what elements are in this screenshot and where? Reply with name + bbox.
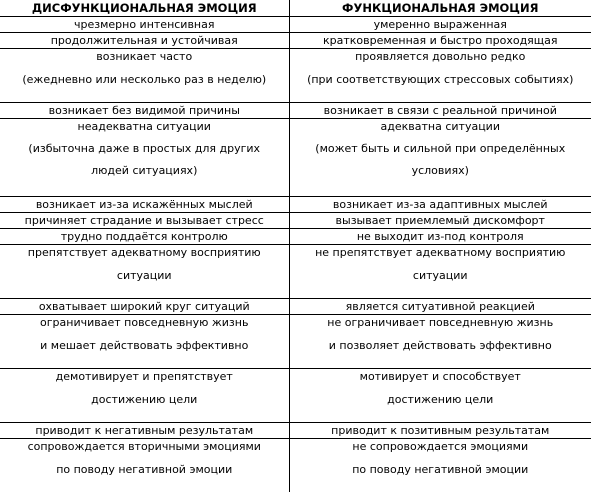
header-dysfunctional: ДИСФУНКЦИОНАЛЬНАЯ ЭМОЦИЯ bbox=[0, 0, 289, 17]
dysfunctional-cell bbox=[0, 245, 289, 299]
cell-text-line: (при соответствующих стрессовых событиях) bbox=[292, 72, 590, 87]
cell-text-line: ситуации bbox=[292, 268, 590, 283]
table-row bbox=[0, 49, 591, 103]
table-row bbox=[0, 439, 591, 492]
cell-text-line: ситуации bbox=[2, 268, 287, 283]
functional-cell bbox=[289, 369, 591, 423]
cell-text-line: условиях) bbox=[292, 163, 590, 178]
dysfunctional-cell bbox=[0, 33, 289, 49]
table-row bbox=[0, 369, 591, 423]
cell-text-line: ограничивает повседневную жизнь bbox=[2, 315, 287, 330]
cell-text-line: приводит к позитивным результатам bbox=[292, 423, 590, 438]
cell-text-line: препятствует адекватному восприятию bbox=[2, 245, 287, 260]
table-body bbox=[0, 17, 591, 492]
cell-text-line: по поводу негативной эмоции bbox=[292, 462, 590, 477]
cell-text-line: проявляется довольно редко bbox=[292, 49, 590, 64]
table-row bbox=[0, 299, 591, 315]
table-row bbox=[0, 229, 591, 245]
cell-text-line: возникает без видимой причины bbox=[2, 103, 287, 118]
functional-cell bbox=[289, 17, 591, 33]
dysfunctional-cell bbox=[0, 197, 289, 213]
cell-text-line: и мешает действовать эффективно bbox=[2, 338, 287, 353]
functional-cell bbox=[289, 245, 591, 299]
dysfunctional-cell bbox=[0, 103, 289, 119]
cell-text-line: продолжительная и устойчивая bbox=[2, 33, 287, 48]
functional-cell bbox=[289, 423, 591, 439]
cell-text-line: вызывает приемлемый дискомфорт bbox=[292, 213, 590, 228]
cell-text-line: людей ситуациях) bbox=[2, 163, 287, 178]
cell-text-line: адекватна ситуации bbox=[292, 119, 590, 134]
functional-cell bbox=[289, 299, 591, 315]
table-row bbox=[0, 17, 591, 33]
cell-text-line: не выходит из-под контроля bbox=[292, 229, 590, 244]
cell-text-line: (может быть и сильной при определённых bbox=[292, 141, 590, 156]
dysfunctional-cell bbox=[0, 17, 289, 33]
cell-text-line: возникает из-за искажённых мыслей bbox=[2, 197, 287, 212]
functional-cell bbox=[289, 315, 591, 369]
header-row bbox=[0, 0, 591, 17]
dysfunctional-cell bbox=[0, 423, 289, 439]
cell-text-line: возникает из-за адаптивных мыслей bbox=[292, 197, 590, 212]
dysfunctional-cell bbox=[0, 369, 289, 423]
cell-text-line: по поводу негативной эмоции bbox=[2, 462, 287, 477]
cell-text-line: не препятствует адекватному восприятию bbox=[292, 245, 590, 260]
functional-cell bbox=[289, 229, 591, 245]
dysfunctional-cell bbox=[0, 315, 289, 369]
functional-cell bbox=[289, 213, 591, 229]
dysfunctional-cell bbox=[0, 213, 289, 229]
table-row bbox=[0, 315, 591, 369]
cell-text-line: умеренно выраженная bbox=[292, 17, 590, 32]
cell-text-line: приводит к негативным результатам bbox=[2, 423, 287, 438]
cell-text-line: является ситуативной реакцией bbox=[292, 299, 590, 314]
cell-text-line: неадекватна ситуации bbox=[2, 119, 287, 134]
cell-text-line: (ежедневно или несколько раз в неделю) bbox=[2, 72, 287, 87]
cell-text-line: кратковременная и быстро проходящая bbox=[292, 33, 590, 48]
cell-text-line: и позволяет действовать эффективно bbox=[292, 338, 590, 353]
table-row bbox=[0, 423, 591, 439]
functional-cell bbox=[289, 103, 591, 119]
dysfunctional-cell bbox=[0, 299, 289, 315]
cell-text-line: достижению цели bbox=[2, 392, 287, 407]
cell-text-line: причиняет страдание и вызывает стресс bbox=[2, 213, 287, 228]
functional-cell bbox=[289, 119, 591, 197]
functional-cell bbox=[289, 49, 591, 103]
cell-text-line: сопровождается вторичными эмоциями bbox=[2, 439, 287, 454]
cell-text-line: охватывает широкий круг ситуаций bbox=[2, 299, 287, 314]
functional-cell bbox=[289, 33, 591, 49]
table-row bbox=[0, 213, 591, 229]
cell-text-line: демотивирует и препятствует bbox=[2, 369, 287, 384]
cell-text-line: не сопровождается эмоциями bbox=[292, 439, 590, 454]
dysfunctional-cell bbox=[0, 119, 289, 197]
cell-text-line: трудно поддаётся контролю bbox=[2, 229, 287, 244]
cell-text-line: чрезмерно интенсивная bbox=[2, 17, 287, 32]
header-functional: ФУНКЦИОНАЛЬНАЯ ЭМОЦИЯ bbox=[289, 0, 591, 17]
cell-text-line: возникает часто bbox=[2, 49, 287, 64]
cell-text-line: (избыточна даже в простых для других bbox=[2, 141, 287, 156]
cell-text-line: мотивирует и способствует bbox=[292, 369, 590, 384]
table-row bbox=[0, 33, 591, 49]
dysfunctional-cell bbox=[0, 229, 289, 245]
cell-text-line: не ограничивает повседневную жизнь bbox=[292, 315, 590, 330]
cell-text-line: достижению цели bbox=[292, 392, 590, 407]
dysfunctional-cell bbox=[0, 439, 289, 492]
functional-cell bbox=[289, 197, 591, 213]
table-row bbox=[0, 119, 591, 197]
functional-cell bbox=[289, 439, 591, 492]
cell-text-line: возникает в связи с реальной причиной bbox=[292, 103, 590, 118]
table-row bbox=[0, 197, 591, 213]
table-row bbox=[0, 103, 591, 119]
dysfunctional-cell bbox=[0, 49, 289, 103]
table-row bbox=[0, 245, 591, 299]
